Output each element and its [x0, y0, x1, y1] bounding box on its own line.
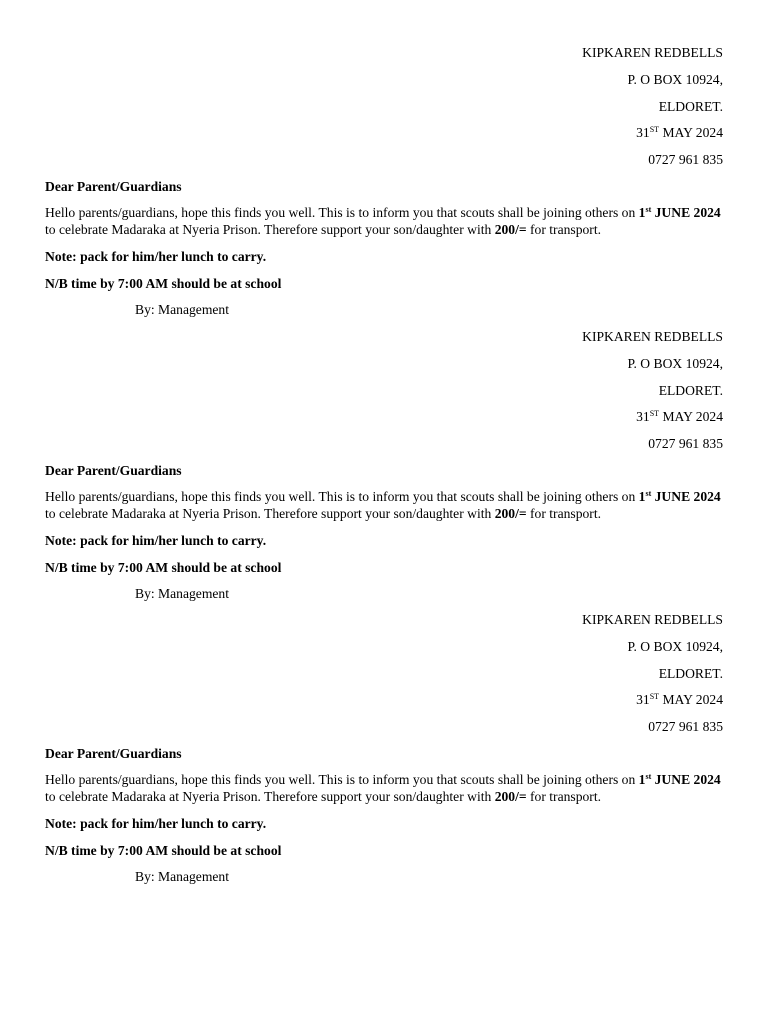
body-end: for transport.	[526, 506, 601, 521]
event-date	[639, 489, 721, 504]
note: Note: pack for him/her lunch to carry.	[45, 249, 267, 264]
body-middle: to celebrate Madaraka at Nyeria Prison. Therefore support your son/daughter with	[45, 222, 495, 237]
po-box: P. O BOX 10924,	[627, 72, 723, 87]
letter	[45, 611, 723, 894]
date-rest: MAY 2024	[659, 692, 723, 707]
event-date-suffix: st	[645, 772, 652, 781]
body-end: for transport.	[526, 789, 601, 804]
date-day: 31	[636, 409, 650, 424]
body-end: for transport.	[526, 222, 601, 237]
letter-body	[45, 488, 723, 522]
letter	[45, 328, 723, 611]
body-middle: to celebrate Madaraka at Nyeria Prison. Therefore support your son/daughter with	[45, 789, 495, 804]
nb-time: N/B time by 7:00 AM should be at school	[45, 560, 282, 575]
letter	[45, 44, 723, 327]
date-rest: MAY 2024	[659, 125, 723, 140]
nb-time: N/B time by 7:00 AM should be at school	[45, 843, 282, 858]
letter-body	[45, 204, 723, 238]
po-box: P. O BOX 10924,	[627, 356, 723, 371]
phone-number: 0727 961 835	[648, 719, 723, 734]
body-intro: Hello parents/guardians, hope this finds you well. This is to inform you that scouts shall be joining others on	[45, 205, 639, 220]
salutation: Dear Parent/Guardians	[45, 463, 182, 478]
event-date	[639, 205, 721, 220]
transport-amount: 200/=	[494, 506, 527, 521]
nb-time: N/B time by 7:00 AM should be at school	[45, 276, 282, 291]
transport-amount: 200/=	[494, 222, 527, 237]
event-date-day: 1	[638, 489, 646, 504]
school-name: KIPKAREN REDBELLS	[582, 612, 723, 627]
school-name: KIPKAREN REDBELLS	[582, 329, 723, 344]
salutation: Dear Parent/Guardians	[45, 746, 182, 761]
phone-number: 0727 961 835	[648, 436, 723, 451]
body-intro: Hello parents/guardians, hope this finds you well. This is to inform you that scouts shall be joining others on	[45, 772, 639, 787]
event-date-day: 1	[638, 772, 646, 787]
town: ELDORET.	[658, 383, 723, 398]
event-date-rest: JUNE 2024	[651, 489, 721, 504]
event-date	[639, 772, 721, 787]
date-day: 31	[636, 692, 650, 707]
body-intro: Hello parents/guardians, hope this finds you well. This is to inform you that scouts shall be joining others on	[45, 489, 639, 504]
po-box: P. O BOX 10924,	[627, 639, 723, 654]
event-date-suffix: st	[645, 205, 652, 214]
signature: By: Management	[135, 869, 230, 884]
signature: By: Management	[135, 302, 230, 317]
event-date-day: 1	[638, 205, 646, 220]
body-middle: to celebrate Madaraka at Nyeria Prison. Therefore support your son/daughter with	[45, 506, 495, 521]
event-date-suffix: st	[645, 489, 652, 498]
event-date-rest: JUNE 2024	[651, 205, 721, 220]
date-day: 31	[636, 125, 650, 140]
town: ELDORET.	[658, 666, 723, 681]
date-suffix: ST	[649, 125, 660, 134]
school-name: KIPKAREN REDBELLS	[582, 45, 723, 60]
salutation: Dear Parent/Guardians	[45, 179, 182, 194]
note: Note: pack for him/her lunch to carry.	[45, 816, 267, 831]
transport-amount: 200/=	[494, 789, 527, 804]
phone-number: 0727 961 835	[648, 152, 723, 167]
date-suffix: ST	[649, 692, 660, 701]
note: Note: pack for him/her lunch to carry.	[45, 533, 267, 548]
signature: By: Management	[135, 586, 230, 601]
letter-date	[636, 691, 723, 709]
date-rest: MAY 2024	[659, 409, 723, 424]
town: ELDORET.	[658, 99, 723, 114]
date-suffix: ST	[649, 409, 660, 418]
letter-date	[636, 408, 723, 426]
letter-body	[45, 771, 723, 805]
event-date-rest: JUNE 2024	[651, 772, 721, 787]
letter-date	[636, 124, 723, 142]
